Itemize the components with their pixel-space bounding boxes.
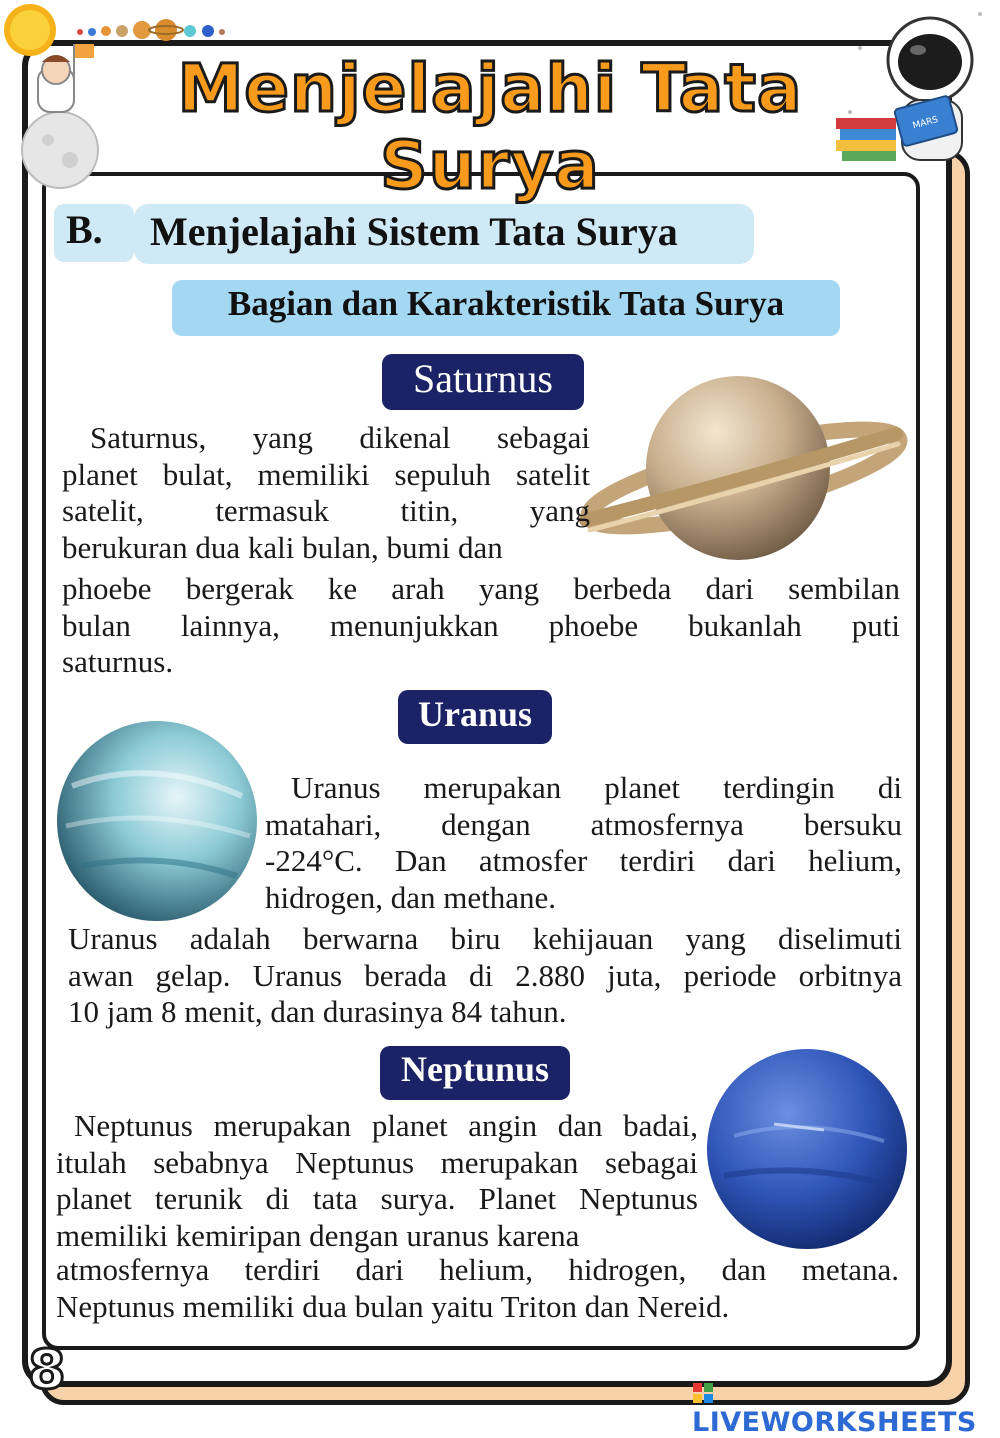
text-line: Neptunus merupakan planet angin dan badai, <box>74 1108 698 1143</box>
sun-icon <box>4 4 56 56</box>
text-line: planet bulat, memiliki sepuluh satelit <box>62 456 590 492</box>
svg-text:MARS: MARS <box>911 115 940 132</box>
astronaut-moon-icon <box>22 44 98 188</box>
neptunus-heading: Neptunus <box>380 1046 570 1100</box>
neptunus-full-text <box>56 1252 899 1325</box>
text-line: memiliki kemiripan dengan uranus karena <box>56 1217 580 1253</box>
text-line: itulah sebabnya Neptunus merupakan sebagai <box>56 1144 698 1180</box>
page-title: Menjelajahi Tata Surya <box>177 50 803 204</box>
uranus-wrapped-text <box>265 770 902 916</box>
text-line: Uranus adalah berwarna biru kehijauan yang diselimuti <box>68 921 902 956</box>
saturnus-wrapped-text <box>62 420 590 566</box>
text-line: awan gelap. Uranus berada di 2.880 juta, periode orbitnya <box>68 957 902 993</box>
text-line: saturnus. <box>62 644 174 679</box>
text-line: Uranus merupakan planet terdingin di <box>291 770 902 805</box>
saturnus-full-text <box>62 571 900 681</box>
text-line: planet terunik di tata surya. Planet Neptunus <box>56 1181 698 1216</box>
text-line: 10 jam 8 menit, dan durasinya 84 tahun. <box>68 994 567 1029</box>
neptune-image <box>704 1046 910 1252</box>
text-line: hidrogen, dan methane. <box>265 879 556 915</box>
text-line: atmosfernya terdiri dari helium, hidrogen, dan metana. <box>56 1252 899 1287</box>
section-letter: B. <box>66 207 103 252</box>
text-line: Neptunus memiliki dua bulan yaitu Triton dan Nereid. <box>56 1288 730 1324</box>
text-line: bulan lainnya, menunjukkan phoebe bukanlah puti <box>62 607 900 643</box>
liveworksheets-watermark <box>692 1376 1000 1438</box>
uranus-heading: Uranus <box>398 690 552 744</box>
uranus-image <box>52 716 262 926</box>
section-title: Menjelajahi Sistem Tata Surya <box>150 209 678 254</box>
watermark-text: LIVEWORKSHEETS <box>692 1407 977 1438</box>
planet-row-icon <box>77 19 225 41</box>
subtitle: Bagian dan Karakteristik Tata Surya <box>227 284 785 323</box>
text-line: phoebe bergerak ke arah yang berbeda dari sembilan <box>62 571 900 606</box>
neptunus-wrapped-text <box>56 1108 698 1254</box>
saturn-image <box>578 370 910 570</box>
uranus-full-text <box>68 921 902 1031</box>
text-line: satelit, termasuk titin, yang <box>62 493 590 528</box>
saturnus-heading: Saturnus <box>382 354 584 410</box>
liveworksheets-logo-icon <box>692 1382 716 1404</box>
text-line: berukuran dua kali bulan, bumi dan <box>62 529 503 565</box>
text-line: Saturnus, yang dikenal sebagai <box>90 420 590 455</box>
page-number: 8 <box>28 1338 66 1401</box>
text-line: -224°C. Dan atmosfer terdiri dari helium, <box>265 843 902 878</box>
text-line: matahari, dengan atmosfernya bersuku <box>265 806 902 842</box>
